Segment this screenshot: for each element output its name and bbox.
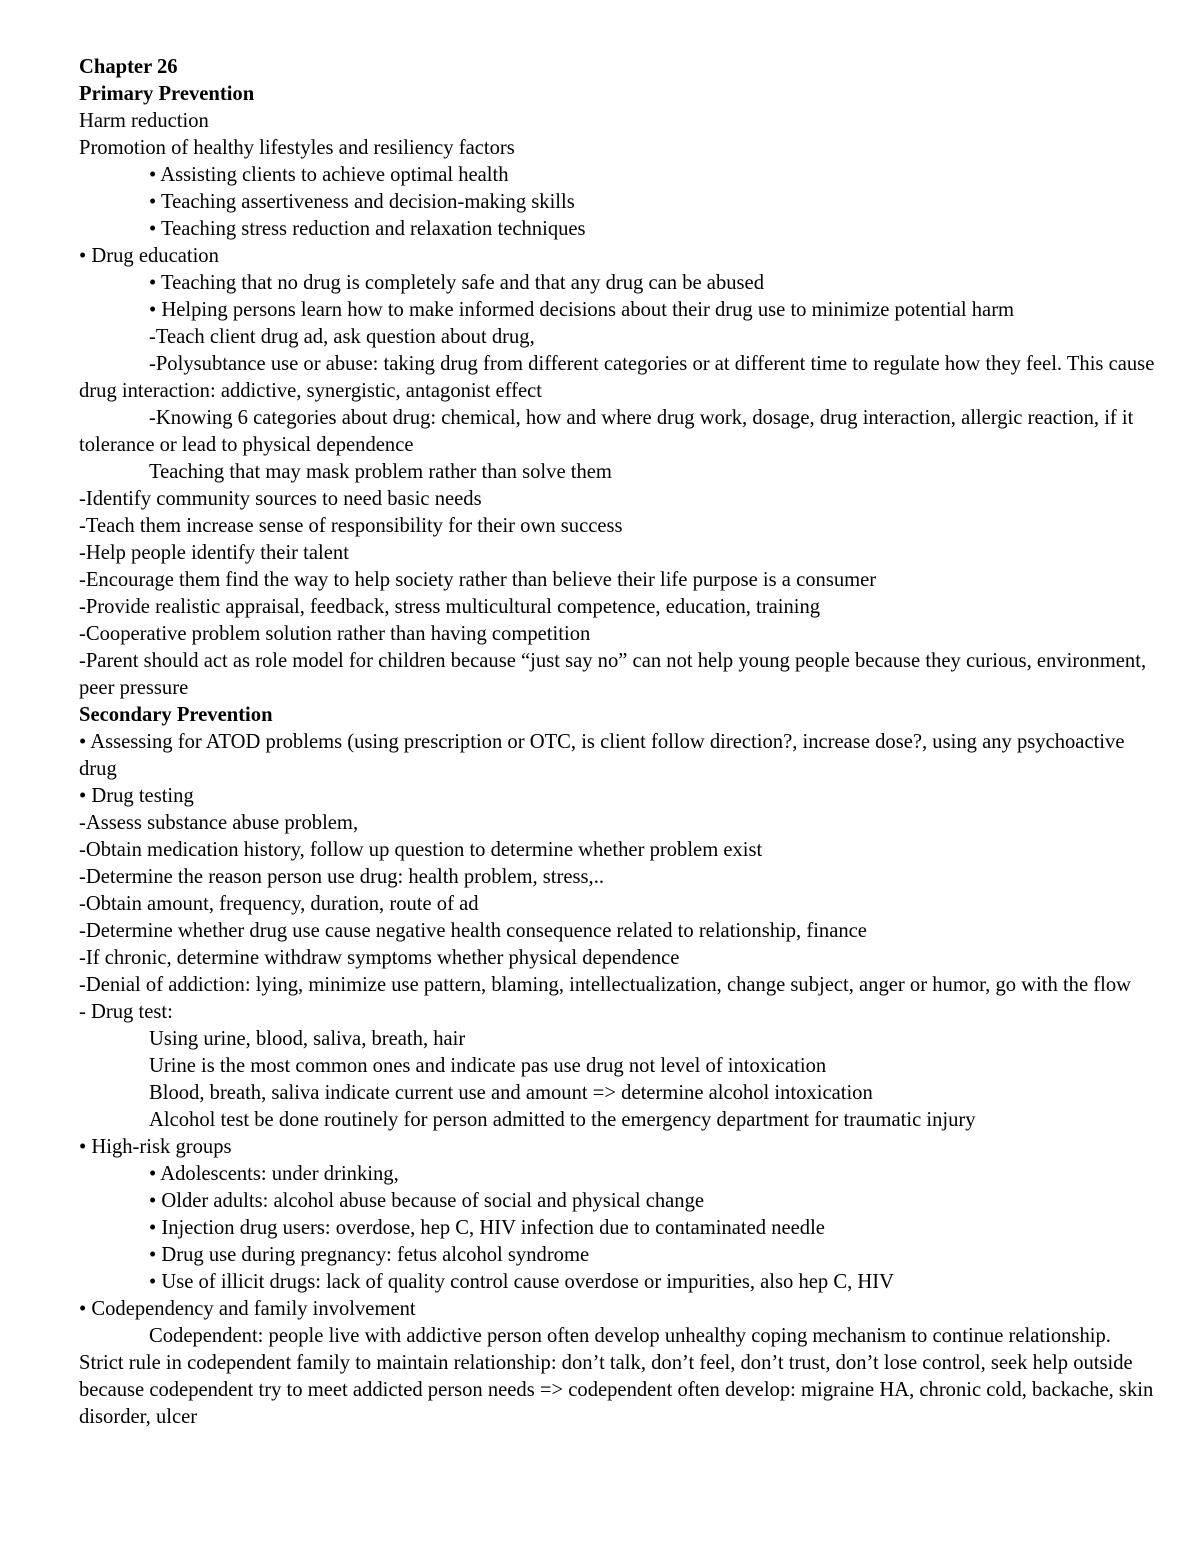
indented-line: Teaching that may mask problem rather than solve them bbox=[149, 461, 612, 483]
text-line: -Determine the reason person use drug: health problem, stress,.. bbox=[79, 866, 604, 888]
indented-line: Blood, breath, saliva indicate current use and amount => determine alcohol intoxication bbox=[149, 1082, 873, 1104]
indented-line: • Helping persons learn how to make informed decisions about their drug use to minimize potential harm bbox=[149, 299, 1015, 321]
text-line: -Teach them increase sense of responsibility for their own success bbox=[79, 515, 623, 537]
indented-line: -Teach client drug ad, ask question about drug, bbox=[149, 326, 535, 348]
indented-line: • Use of illicit drugs: lack of quality control cause overdose or impurities, also hep C, HIV bbox=[149, 1271, 894, 1293]
text-line: -Identify community sources to need basic needs bbox=[79, 488, 482, 510]
text-line: -Help people identify their talent bbox=[79, 542, 349, 564]
text-line: -Obtain medication history, follow up question to determine whether problem exist bbox=[79, 839, 763, 861]
indented-line: • Teaching that no drug is completely safe and that any drug can be abused bbox=[149, 272, 764, 294]
indented-line: Alcohol test be done routinely for person admitted to the emergency department for traumatic injury bbox=[149, 1109, 976, 1131]
text-line: -Encourage them find the way to help society rather than believe their life purpose is a consumer bbox=[79, 569, 877, 591]
text-line: • Assessing for ATOD problems (using prescription or OTC, is client follow direction?, increase dose?, using any psychoactive drug bbox=[79, 731, 1125, 780]
document-page bbox=[79, 54, 1159, 1431]
text-line: -Obtain amount, frequency, duration, route of ad bbox=[79, 893, 479, 915]
text-line: Harm reduction bbox=[79, 110, 209, 132]
text-line: -Parent should act as role model for children because “just say no” can not help young people because they curious, environment, peer pressure bbox=[79, 650, 1147, 699]
paragraph: -Knowing 6 categories about drug: chemical, how and where drug work, dosage, drug interaction, allergic reaction, if it tolerance or lead to physical dependence bbox=[79, 407, 1134, 456]
text-line: -Determine whether drug use cause negative health consequence related to relationship, finance bbox=[79, 920, 867, 942]
text-line: -Provide realistic appraisal, feedback, stress multicultural competence, education, training bbox=[79, 596, 821, 618]
text-line: • Drug testing bbox=[79, 785, 194, 807]
indented-line: • Teaching assertiveness and decision-making skills bbox=[149, 191, 575, 213]
text-line: -Cooperative problem solution rather than having competition bbox=[79, 623, 591, 645]
indented-line: • Assisting clients to achieve optimal health bbox=[149, 164, 509, 186]
text-line: -If chronic, determine withdraw symptoms whether physical dependence bbox=[79, 947, 680, 969]
section-heading: Secondary Prevention bbox=[79, 704, 273, 726]
text-line: -Assess substance abuse problem, bbox=[79, 812, 359, 834]
indented-line: • Adolescents: under drinking, bbox=[149, 1163, 399, 1185]
indented-line: • Older adults: alcohol abuse because of social and physical change bbox=[149, 1190, 705, 1212]
paragraph: Codependent: people live with addictive person often develop unhealthy coping mechanism to continue relationship. Strict rule in codependent family to maintain relationship: don’t talk, don’t feel, don’t trust, don’t lose control, seek help outside because codependent try to meet addicted person needs => codependent often develop: migraine HA, chronic cold, backache, skin disorder, ulcer bbox=[79, 1325, 1154, 1428]
indented-line: • Drug use during pregnancy: fetus alcohol syndrome bbox=[149, 1244, 590, 1266]
indented-line: • Teaching stress reduction and relaxation techniques bbox=[149, 218, 586, 240]
text-line: - Drug test: bbox=[79, 1001, 173, 1023]
text-line: -Denial of addiction: lying, minimize use pattern, blaming, intellectualization, change subject, anger or humor, go with the flow bbox=[79, 974, 1132, 996]
paragraph: -Polysubtance use or abuse: taking drug from different categories or at different time to regulate how they feel. This cause drug interaction: addictive, synergistic, antagonist effect bbox=[79, 353, 1155, 402]
text-line: • Drug education bbox=[79, 245, 219, 267]
indented-line: Urine is the most common ones and indicate pas use drug not level of intoxication bbox=[149, 1055, 827, 1077]
text-line: Promotion of healthy lifestyles and resiliency factors bbox=[79, 137, 515, 159]
indented-line: • Injection drug users: overdose, hep C, HIV infection due to contaminated needle bbox=[149, 1217, 825, 1239]
section-heading: Chapter 26 bbox=[79, 56, 178, 78]
indented-line: Using urine, blood, saliva, breath, hair bbox=[149, 1028, 466, 1050]
text-line: • High-risk groups bbox=[79, 1136, 232, 1158]
section-heading: Primary Prevention bbox=[79, 83, 255, 105]
text-line: • Codependency and family involvement bbox=[79, 1298, 416, 1320]
